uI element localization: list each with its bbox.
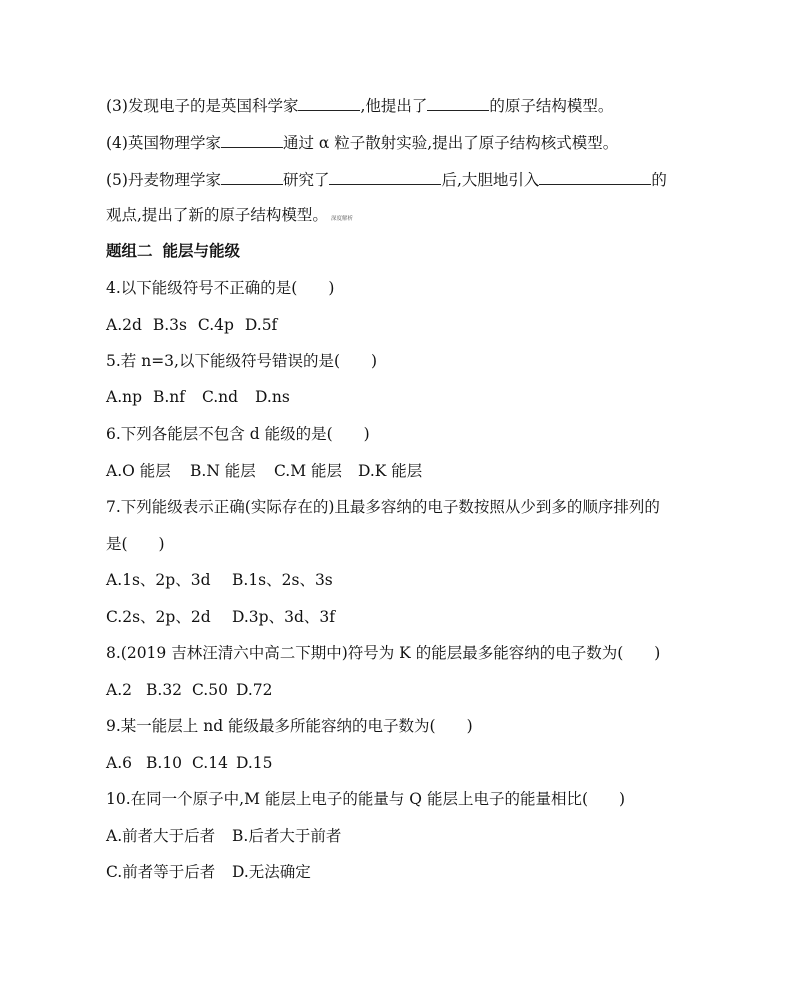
answer-blank <box>427 95 489 111</box>
q5-text-e: 观点,提出了新的原子结构模型。 <box>106 206 328 224</box>
option-a: A.6 <box>106 754 132 772</box>
option-a: A.1s、2p、3d <box>106 571 211 589</box>
answer-blank <box>298 95 360 111</box>
option-a: A.np <box>106 388 143 406</box>
question-5-stem: 5.若 n=3,以下能级符号错误的是( ) <box>106 352 378 370</box>
option-d: D.72 <box>236 681 273 699</box>
option-c: C.nd <box>201 388 239 406</box>
option-a: A.前者大于后者 <box>106 827 216 845</box>
option-c: C.14 <box>192 754 228 772</box>
option-d: D.ns <box>255 388 290 406</box>
option-b: B.nf <box>152 388 186 406</box>
answer-blank <box>329 169 441 185</box>
section-heading <box>106 241 240 261</box>
option-d: D.15 <box>236 754 273 772</box>
q5-text-c: 后,大胆地引入 <box>441 171 540 189</box>
q5-text-d: 的 <box>651 171 667 189</box>
question-8-stem: 8.(2019 吉林汪清六中高二下期中)符号为 K 的能层最多能容纳的电子数为( ) <box>106 644 661 662</box>
option-c: C.2s、2p、2d <box>106 608 211 626</box>
option-b: B.3s <box>152 316 187 334</box>
answer-blank <box>539 169 651 185</box>
option-c: C.M 能层 <box>274 462 343 480</box>
option-c: C.4p <box>197 316 234 334</box>
group-title: 能层与能级 <box>162 242 241 260</box>
option-c: C.前者等于后者 <box>106 863 216 881</box>
question-5-sub <box>106 169 667 190</box>
option-b: B.1s、2s、3s <box>232 571 333 589</box>
question-7-options-row1 <box>106 570 339 590</box>
question-10-stem: 10.在同一个原子中,M 能层上电子的能量与 Q 能层上电子的能量相比( ) <box>106 790 626 808</box>
option-d: D.3p、3d、3f <box>232 608 335 626</box>
q4-text-b: 通过 α 粒子散射实验,提出了原子结构核式模型。 <box>282 134 619 152</box>
answer-blank <box>221 132 283 148</box>
question-10-options-row2 <box>106 862 317 882</box>
question-9-stem: 9.某一能层上 nd 能级最多所能容纳的电子数为( ) <box>106 717 473 735</box>
option-c: C.50 <box>192 681 228 699</box>
option-a: A.O 能层 <box>106 462 171 480</box>
question-7-stem-continued: 是( ) <box>106 535 165 553</box>
question-6-stem: 6.下列各能层不包含 d 能级的是( ) <box>106 425 370 443</box>
option-b: B.后者大于前者 <box>232 827 342 845</box>
question-7-stem: 7.下列能级表示正确(实际存在的)且最多容纳的电子数按照从少到多的顺序排列的 <box>106 498 660 516</box>
question-4-stem: 4.以下能级符号不正确的是( ) <box>106 279 335 297</box>
option-b: B.32 <box>146 681 183 699</box>
q5-text-b: 研究了 <box>282 171 330 189</box>
option-b: B.10 <box>146 754 183 772</box>
question-5-options <box>106 387 296 407</box>
group-label: 题组二 <box>106 242 153 260</box>
question-6-options <box>106 461 428 481</box>
q4-text-a: (4)英国物理学家 <box>106 134 221 152</box>
option-a: A.2d <box>106 316 142 334</box>
option-d: D.K 能层 <box>358 462 423 480</box>
q3-text-b: ,他提出了 <box>360 97 428 115</box>
answer-blank <box>221 169 283 185</box>
question-4-options <box>106 315 283 335</box>
option-d: D.5f <box>244 316 278 334</box>
question-4-sub <box>106 132 618 153</box>
option-a: A.2 <box>106 681 132 699</box>
question-5-continued <box>106 205 353 229</box>
q3-text-c: 的原子结构模型。 <box>489 97 614 115</box>
deep-analysis-note: 深度解析 <box>330 216 353 222</box>
question-8-options <box>106 680 279 700</box>
q5-text-a: (5)丹麦物理学家 <box>106 171 221 189</box>
option-d: D.无法确定 <box>232 863 311 881</box>
q3-text-a: (3)发现电子的是英国科学家 <box>106 97 299 115</box>
question-3 <box>106 95 613 116</box>
question-7-options-row2 <box>106 607 341 627</box>
question-9-options <box>106 753 279 773</box>
option-b: B.N 能层 <box>190 462 256 480</box>
question-10-options-row1 <box>106 826 347 846</box>
